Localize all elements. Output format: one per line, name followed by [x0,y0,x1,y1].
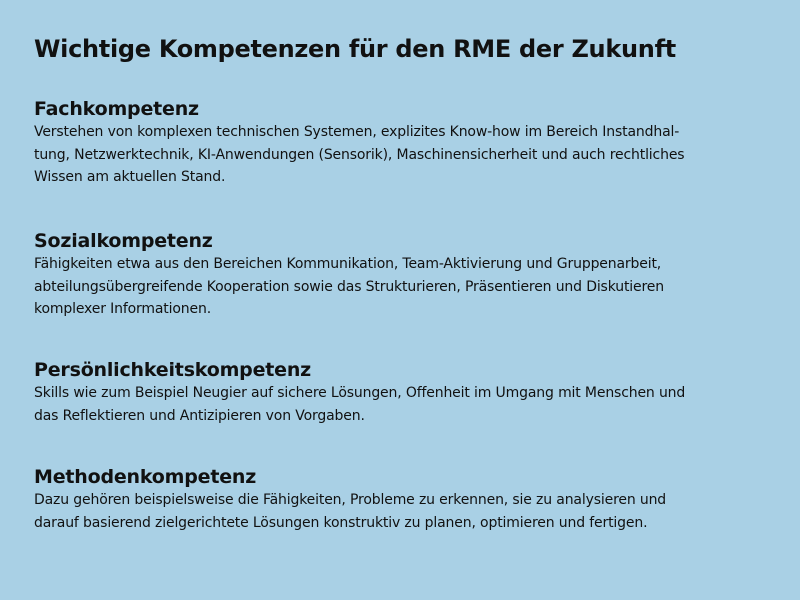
section-fachkompetenz [34,97,774,189]
section-text-line: Skills wie zum Beispiel Neugier auf sichere Lösungen, Offenheit im Umgang mit Menschen und [34,385,686,401]
section-heading: Fachkompetenz [34,98,199,120]
section-text-line: komplexer Informationen. [34,301,212,317]
section-persoenlichkeitskompetenz [34,358,774,427]
section-text-line: darauf basierend zielgerichtete Lösungen konstruktiv zu planen, optimieren und fertigen. [34,514,648,531]
section-text-line: Fähigkeiten etwa aus den Bereichen Kommunikation, Team-Aktivierung und Gruppenarbeit, [34,256,662,272]
section-heading: Persönlichkeitskompetenz [34,359,312,381]
page-title: Wichtige Kompetenzen für den RME der Zukunft [34,35,676,63]
section-heading: Methodenkompetenz [34,466,257,488]
section-text-line: Verstehen von komplexen technischen Systemen, explizites Know-how im Bereich Instandhal- [34,124,680,140]
section-text-line: tung, Netzwerktechnik, KI-Anwendungen (Sensorik), Maschinensicherheit und auch rechtliches [34,146,685,163]
section-heading: Sozialkompetenz [34,230,213,252]
section-text-line: Dazu gehören beispielsweise die Fähigkeiten, Probleme zu erkennen, sie zu analysieren und [34,492,667,508]
section-text-line: Wissen am aktuellen Stand. [34,169,226,185]
section-sozialkompetenz [34,229,774,321]
section-methodenkompetenz [34,465,774,534]
section-text-line: abteilungsübergreifende Kooperation sowie das Strukturieren, Präsentieren und Diskutieren [34,278,664,295]
section-text-line: das Reflektieren und Antizipieren von Vorgaben. [34,407,365,424]
